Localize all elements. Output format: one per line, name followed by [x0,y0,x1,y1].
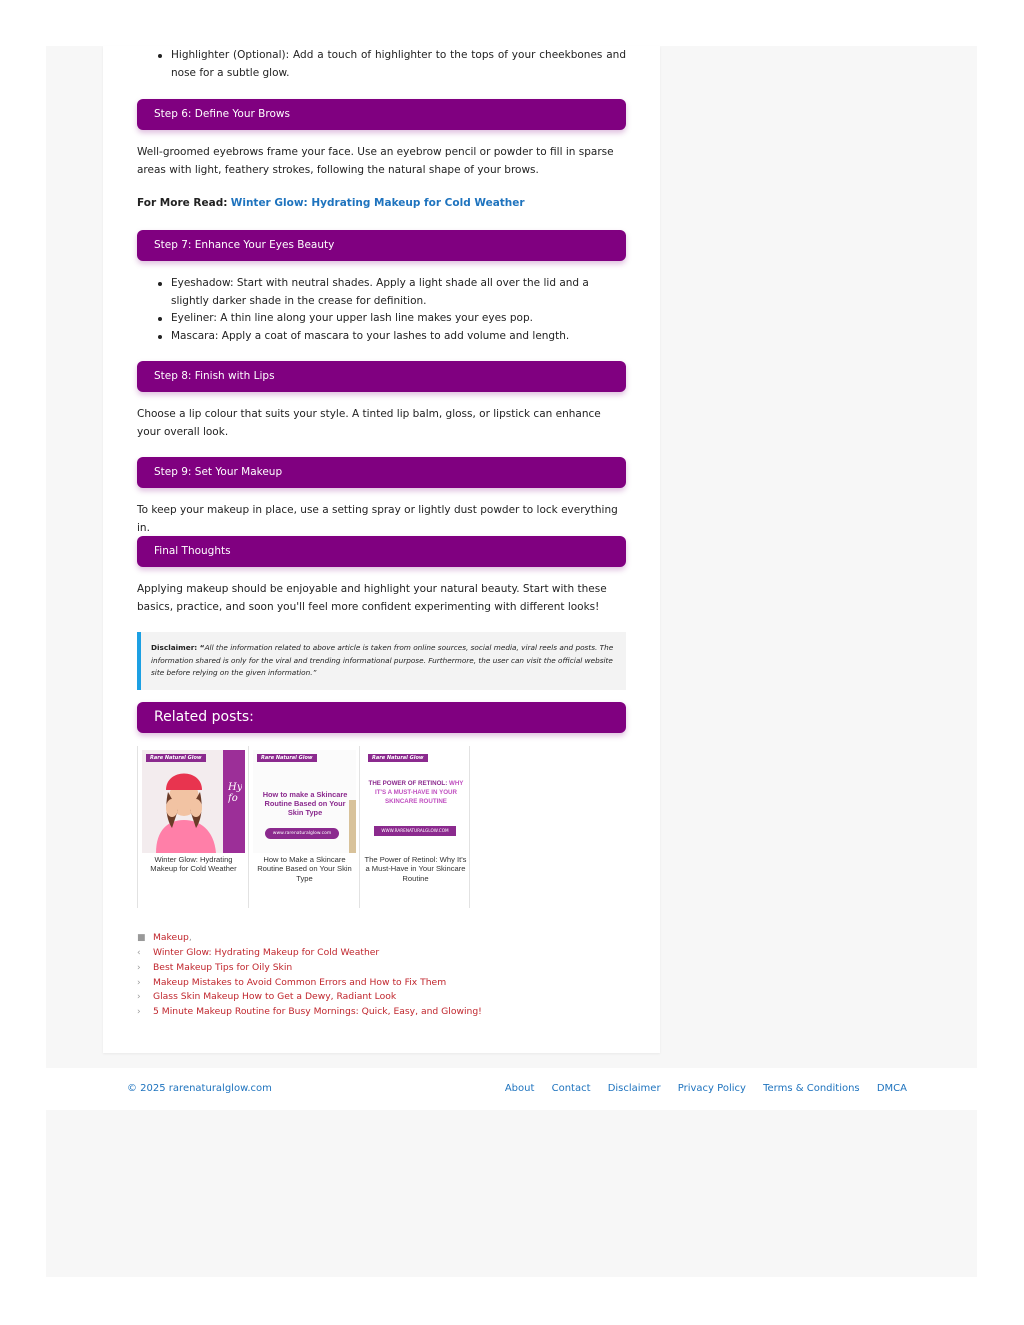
related-post-card[interactable] [137,746,248,908]
thumb-title-line-2: WHY IT'S A MUST-HAVE IN YOUR SKINCARE ROUTINE [375,780,464,805]
next-post-link[interactable]: Makeup Mistakes to Avoid Common Errors and How to Fix Them [153,977,447,988]
final-thoughts-body: Applying makeup should be enjoyable and highlight your natural beauty. Start with these basics, practice, and soon you'll feel more confident experimenting with different looks! [137,583,607,613]
for-more-label: For More Read: [137,197,228,209]
chevron-right-icon: › [137,978,141,988]
chevron-right-icon: › [137,1007,141,1017]
step-8-heading: Step 8: Finish with Lips [137,361,626,392]
related-posts-heading: Related posts: [137,702,626,733]
disclaimer-label: Disclaimer: “ [151,643,205,652]
category-row [137,931,192,946]
brand-tag: Rare Natural Glow [146,754,206,762]
step-9-heading: Step 9: Set Your Makeup [137,457,626,488]
disclaimer-box [137,632,626,690]
below-footer-area [46,1110,977,1277]
brand-tag: Rare Natural Glow [257,754,317,762]
footer-link-contact[interactable]: Contact [551,1083,591,1094]
footer-link-about[interactable]: About [504,1083,535,1094]
step-6-heading: Step 6: Define Your Brows [137,99,626,130]
thumb-url: WWW.RARENATURALGLOW.COM [374,826,456,836]
thumb-title-line-1: THE POWER OF RETINOL: [368,780,448,787]
decorative-strip [349,800,356,853]
final-thoughts-heading: Final Thoughts [137,536,626,567]
for-more-link[interactable]: Winter Glow: Hydrating Makeup for Cold Weather [230,197,525,209]
footer-nav [491,1083,907,1094]
category-separator: , [188,932,192,943]
related-post-caption[interactable]: The Power of Retinol: Why It's a Must-Have in Your Skincare Routine [364,855,467,883]
step-7-heading: Step 7: Enhance Your Eyes Beauty [137,230,626,261]
related-post-thumbnail[interactable] [364,750,467,853]
thumb-title [368,780,464,806]
thumb-title-fragment: Hy fo [228,782,242,804]
chevron-right-icon: › [137,963,141,973]
eyes-list [137,275,626,345]
folder-icon: ■ [137,933,146,943]
related-post-card[interactable] [359,746,470,908]
highlighter-list [137,47,626,82]
related-post-caption[interactable]: Winter Glow: Hydrating Makeup for Cold Weather [150,855,237,874]
chevron-left-icon: ‹ [137,948,141,958]
related-post-thumbnail[interactable] [142,750,245,853]
related-post-caption[interactable]: How to Make a Skincare Routine Based on Your Skin Type [257,855,352,883]
chevron-right-icon: › [137,992,141,1002]
footer-link-dmca[interactable]: DMCA [876,1083,907,1094]
next-post-row [137,1005,482,1020]
step-9-body: To keep your makeup in place, use a setting spray or lightly dust powder to lock everything in. [137,504,618,534]
previous-post-link[interactable]: Winter Glow: Hydrating Makeup for Cold Weather [153,947,380,958]
site-footer [46,1068,977,1110]
list-item: Eyeliner: A thin line along your upper lash line makes your eyes pop. [137,310,626,328]
disclaimer-text: All the information related to above article is taken from online sources, social media, viral reels and posts. The information shared is only for the viral and trending informational purpose. Furthermore, the user can visit the official website site before relying on the given information.” [151,643,614,677]
next-post-link[interactable]: 5 Minute Makeup Routine for Busy Mornings: Quick, Easy, and Glowing! [153,1006,482,1017]
next-post-row [137,990,396,1005]
thumb-title: How to make a Skincare Routine Based on Your Skin Type [262,790,348,818]
footer-link-terms[interactable]: Terms & Conditions [763,1083,860,1094]
list-item: Mascara: Apply a coat of mascara to your lashes to add volume and length. [137,328,626,346]
for-more-read [137,195,626,213]
footer-link-privacy-policy[interactable]: Privacy Policy [677,1083,746,1094]
step-6-body: Well-groomed eyebrows frame your face. Use an eyebrow pencil or powder to fill in sparse areas with light, feathery strokes, following the natural shape of your brows. [137,146,614,176]
next-post-link[interactable]: Best Makeup Tips for Oily Skin [153,962,293,973]
related-post-card[interactable] [248,746,359,908]
category-link[interactable]: Makeup [153,932,189,943]
related-post-thumbnail[interactable] [253,750,356,853]
list-item: Highlighter (Optional): Add a touch of highlighter to the tops of your cheekbones and nose for a subtle glow. [137,47,626,82]
step-8-body: Choose a lip colour that suits your style. A tinted lip balm, gloss, or lipstick can enhance your overall look. [137,408,601,438]
copyright-link[interactable]: © 2025 rarenaturalglow.com [127,1083,272,1094]
next-post-row [137,961,292,976]
previous-post-row [137,946,379,961]
next-post-row [137,976,446,991]
brand-tag: Rare Natural Glow [368,754,428,762]
list-item: Eyeshadow: Start with neutral shades. Apply a light shade all over the lid and a slightly darker shade in the crease for definition. [137,275,626,310]
footer-link-disclaimer[interactable]: Disclaimer [607,1083,661,1094]
thumb-url: www.rarenaturalglow.com [265,828,339,839]
next-post-link[interactable]: Glass Skin Makeup How to Get a Dewy, Radiant Look [153,991,397,1002]
